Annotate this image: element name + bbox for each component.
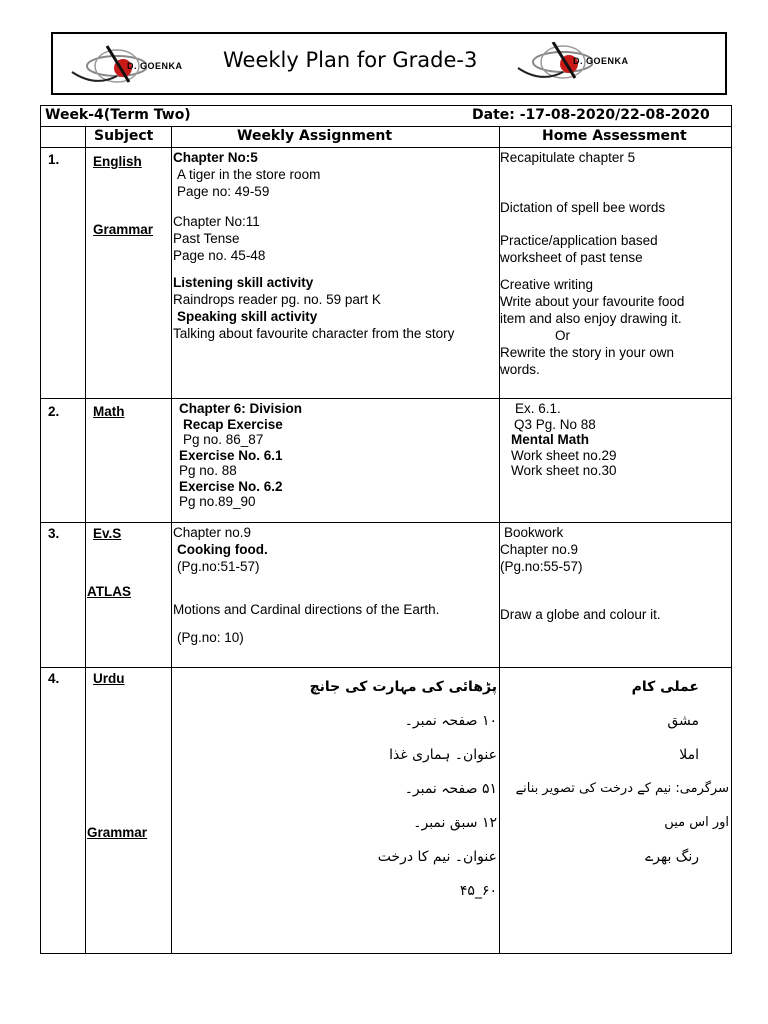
assignment-cell [172,523,500,668]
line: Chapter No:5 [173,150,258,165]
line: Recap Exercise [183,416,283,432]
line: Pg no. 88 [179,463,237,478]
column-header-row [41,127,732,148]
line: Or [555,328,570,343]
table-row [41,523,732,668]
home-cell [500,148,732,399]
assignment-cell [172,399,500,523]
line: Pg no. 86_87 [183,432,264,447]
page-title: Weekly Plan for Grade-3 [223,48,478,72]
assignment-cell [172,148,500,399]
line: Chapter no.9 [173,525,252,540]
line: (Pg.no:55-57) [500,559,583,574]
subject-cell [86,523,172,668]
line: Page no. 45-48 [173,248,266,263]
line: Chapter no.9 [500,542,579,557]
line: Recapitulate chapter 5 [500,150,636,165]
home-header: Home Assessment [500,127,732,148]
line: ۵۱ صفحہ نمبر۔ [404,781,497,797]
subject-name: Urdu [93,671,125,686]
subject-name-secondary: Grammar [87,825,148,840]
line: Q3 Pg. No 88 [514,416,596,432]
line: Raindrops reader pg. no. 59 part K [173,292,381,307]
line: عنوان۔ نیم کا درخت [377,849,497,865]
row-number: 1. [41,148,86,399]
line: (Pg.no:51-57) [177,559,260,574]
header-box [51,32,727,95]
line: Motions and Cardinal directions of the Earth. [173,602,440,617]
subject-name: English [93,154,142,169]
line: Listening skill activity [173,275,314,290]
line: item and also enjoy drawing it. [500,311,682,326]
home-cell [500,399,732,523]
line: Cooking food. [177,542,268,557]
row-number: 3. [41,523,86,668]
line: Chapter 6: Division [179,401,303,416]
subject-cell [86,399,172,523]
line: Work sheet no.29 [511,447,617,463]
subject-header: Subject [86,127,172,148]
line: رنگ بھرے [645,849,699,865]
row-number: 4. [41,668,86,954]
table-row [41,148,732,399]
line: Chapter No:11 [173,214,260,229]
date-label: Date: -17-08-2020/22-08-2020 [472,107,710,123]
logo-text: D. GOENKA [127,61,183,71]
line: ۶۰_۴۵ [459,883,497,899]
subject-cell [86,148,172,399]
subject-cell [86,668,172,954]
line: Write about your favourite food [500,294,685,309]
line: سرگرمی: نیم کے درخت کی تصویر بنانے اور اس میں [515,781,729,830]
line: Ex. 6.1. [515,401,561,416]
logo-text: D. GOENKA [573,56,629,66]
line: املا [679,747,699,763]
line: Speaking skill activity [177,309,318,324]
line: Exercise No. 6.1 [179,447,283,463]
table-row [41,668,732,954]
line: Practice/application based [500,233,658,248]
line: Talking about favourite character from the story [173,326,455,341]
school-logo-right [513,42,663,86]
week-label: Week-4(Term Two) [45,107,191,123]
line: Dictation of spell bee words [500,200,666,215]
week-row [41,106,732,127]
subject-name: Ev.S [93,526,122,541]
line: ۱۲ سبق نمبر۔ [413,815,497,831]
home-cell [500,668,732,954]
line: Page no: 49-59 [177,184,270,199]
line: Creative writing [500,277,594,292]
line: words. [500,362,540,377]
assignment-header: Weekly Assignment [172,127,500,148]
line: Bookwork [504,525,564,540]
line: ۱۰ صفحہ نمبر۔ [404,713,497,729]
line: Work sheet no.30 [511,463,617,478]
weekly-plan-table [40,105,732,954]
assignment-cell [172,668,500,954]
subject-name: Math [93,404,125,419]
line: پڑھائی کی مہارت کی جانچ [309,679,497,695]
line: عنوان۔ ہماری غذا [389,747,497,763]
line: Past Tense [173,231,240,246]
home-cell [500,523,732,668]
line: A tiger in the store room [177,167,321,182]
row-number: 2. [41,399,86,523]
line: (Pg.no: 10) [177,630,244,645]
line: مشق [667,713,699,729]
line: Exercise No. 6.2 [179,478,283,494]
table-row [41,399,732,523]
school-logo-left [67,42,217,86]
line: Mental Math [511,432,590,447]
line: عملی کام [631,679,699,695]
subject-name-secondary: Grammar [93,222,154,237]
num-header [41,127,86,148]
line: Draw a globe and colour it. [500,607,661,622]
line: Rewrite the story in your own [500,345,675,360]
line: worksheet of past tense [500,250,643,265]
line: Pg no.89_90 [179,494,256,509]
subject-name-secondary: ATLAS [87,584,131,599]
